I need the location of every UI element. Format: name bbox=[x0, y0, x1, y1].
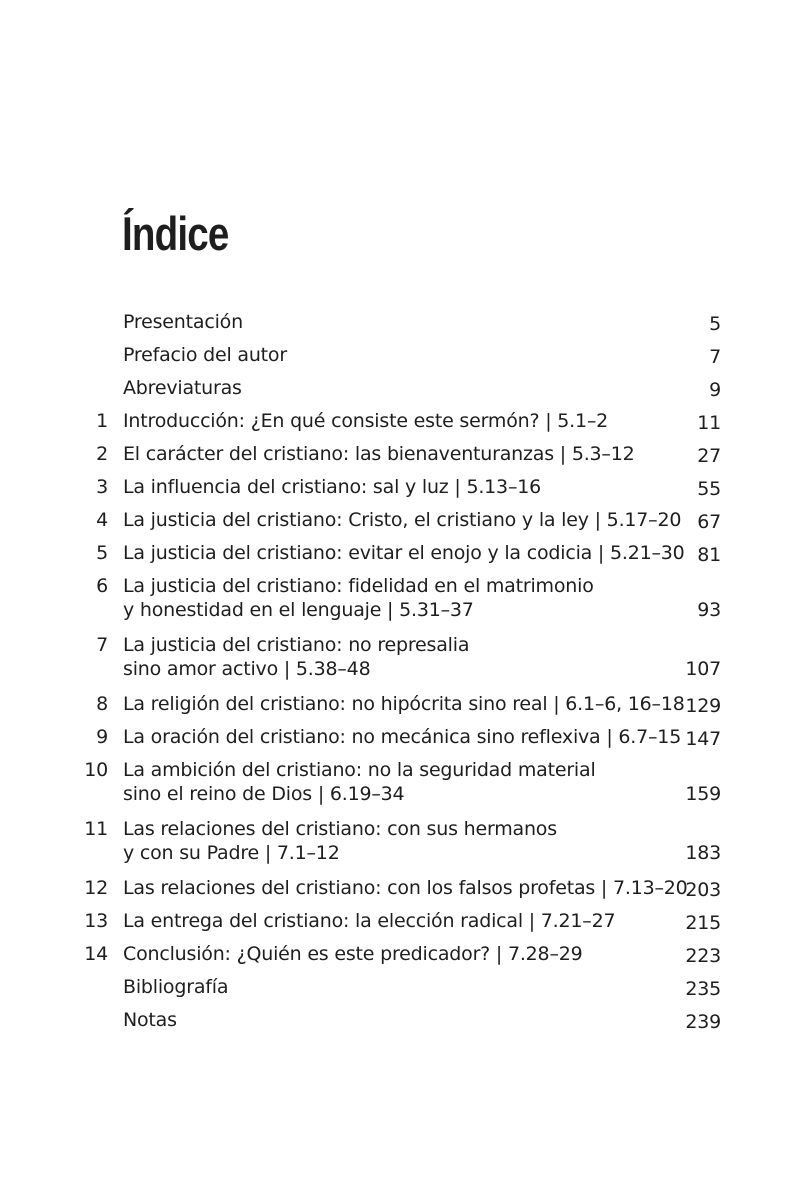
toc-chapter-number: 14 bbox=[84, 943, 108, 965]
toc-entry-title-line: Prefacio del autor bbox=[123, 344, 287, 366]
toc-chapter-number: 12 bbox=[84, 877, 108, 899]
toc-page-number: 223 bbox=[685, 945, 721, 967]
toc-chapter-number: 1 bbox=[96, 410, 108, 432]
toc-chapter-number: 2 bbox=[96, 443, 108, 465]
toc-chapter-number: 13 bbox=[84, 910, 108, 932]
toc-entry-title-line: y honestidad en el lenguaje | 5.31–37 bbox=[123, 599, 474, 621]
toc-entry[interactable] bbox=[0, 541, 800, 574]
toc-entry-title bbox=[123, 725, 683, 749]
toc-page-number: 55 bbox=[697, 478, 721, 500]
toc-chapter-number: 11 bbox=[84, 818, 108, 840]
toc-page-number: 9 bbox=[709, 379, 721, 401]
toc-chapter-number: 5 bbox=[96, 542, 108, 564]
toc-entry-title bbox=[123, 758, 683, 806]
toc-page-number: 239 bbox=[685, 1011, 721, 1033]
toc-entry-title bbox=[123, 310, 683, 334]
toc-entry-title bbox=[123, 409, 683, 433]
toc-entry[interactable] bbox=[0, 758, 800, 817]
toc-entry[interactable] bbox=[0, 817, 800, 876]
toc-entry-title-line: y con su Padre | 7.1–12 bbox=[123, 842, 340, 864]
toc-entry[interactable] bbox=[0, 876, 800, 909]
toc-entry-title-line: La justicia del cristiano: evitar el enojo y la codicia | 5.21–30 bbox=[123, 542, 685, 564]
toc-entry[interactable] bbox=[0, 343, 800, 376]
toc-entry-title-line: Las relaciones del cristiano: con los falsos profetas | 7.13–20 bbox=[123, 877, 688, 899]
toc-entry-title-line: Conclusión: ¿Quién es este predicador? | 7.28–29 bbox=[123, 943, 583, 965]
toc-chapter-number: 3 bbox=[96, 476, 108, 498]
toc-entry-title bbox=[123, 633, 683, 681]
toc-entry-title bbox=[123, 692, 683, 716]
toc-entry-title bbox=[123, 574, 683, 622]
toc-entry-title-line: La justicia del cristiano: Cristo, el cristiano y la ley | 5.17–20 bbox=[123, 509, 682, 531]
toc-entry-title bbox=[123, 876, 688, 900]
toc-entry[interactable] bbox=[0, 409, 800, 442]
toc-page-number: 81 bbox=[697, 544, 721, 566]
toc-page-number: 93 bbox=[697, 599, 721, 621]
toc-entry[interactable] bbox=[0, 633, 800, 692]
toc-entry[interactable] bbox=[0, 475, 800, 508]
toc-entry[interactable] bbox=[0, 574, 800, 633]
toc-page-number: 5 bbox=[709, 313, 721, 335]
toc-entry-title-line: Presentación bbox=[123, 311, 243, 333]
toc-entry-title-line: La justicia del cristiano: fidelidad en el matrimonio bbox=[123, 575, 594, 597]
toc-chapter-number: 10 bbox=[84, 759, 108, 781]
toc-entry-title bbox=[123, 442, 683, 466]
toc-entry[interactable] bbox=[0, 975, 800, 1008]
toc-page-number: 129 bbox=[685, 695, 721, 717]
toc-entry-title-line: Las relaciones del cristiano: con sus hermanos bbox=[123, 818, 557, 840]
toc-entry[interactable] bbox=[0, 442, 800, 475]
toc-entry[interactable] bbox=[0, 909, 800, 942]
toc-page-number: 7 bbox=[709, 346, 721, 368]
toc-entry[interactable] bbox=[0, 1008, 800, 1041]
toc-entry[interactable] bbox=[0, 725, 800, 758]
toc-chapter-number: 8 bbox=[96, 693, 108, 715]
toc-entry-title-line: Notas bbox=[123, 1009, 177, 1031]
toc-entry-title bbox=[123, 975, 683, 999]
toc-chapter-number: 9 bbox=[96, 726, 108, 748]
toc-page-number: 27 bbox=[697, 445, 721, 467]
toc-page-number: 235 bbox=[685, 978, 721, 1000]
toc-entry-title-line: Introducción: ¿En qué consiste este sermón? | 5.1–2 bbox=[123, 410, 609, 432]
toc-page-number: 67 bbox=[697, 511, 721, 533]
toc-entry-title-line: El carácter del cristiano: las bienaventuranzas | 5.3–12 bbox=[123, 443, 635, 465]
toc-entry-title-line: Abreviaturas bbox=[123, 377, 242, 399]
toc-entry-title bbox=[123, 475, 683, 499]
toc-entry-title-line: sino amor activo | 5.38–48 bbox=[123, 658, 371, 680]
toc-entry-title-line: La ambición del cristiano: no la seguridad material bbox=[123, 759, 596, 781]
toc-page-number: 107 bbox=[685, 658, 721, 680]
toc-entry-title-line: La oración del cristiano: no mecánica sino reflexiva | 6.7–15 bbox=[123, 726, 682, 748]
toc-entry[interactable] bbox=[0, 942, 800, 975]
toc-entry-title bbox=[123, 376, 683, 400]
toc-entry-title bbox=[123, 909, 683, 933]
toc-entry-title-line: La influencia del cristiano: sal y luz | 5.13–16 bbox=[123, 476, 542, 498]
toc-chapter-number: 4 bbox=[96, 509, 108, 531]
toc-entry-title-line: Bibliografía bbox=[123, 976, 229, 998]
toc-page-number: 183 bbox=[685, 842, 721, 864]
toc-page-number: 11 bbox=[697, 412, 721, 434]
toc-entry-title bbox=[123, 541, 683, 565]
toc-entry[interactable] bbox=[0, 376, 800, 409]
toc-chapter-number: 7 bbox=[96, 634, 108, 656]
toc-entry-title bbox=[123, 1008, 683, 1032]
page-title: Índice bbox=[122, 207, 229, 260]
toc-entry-title-line: La religión del cristiano: no hipócrita sino real | 6.1–6, 16–18 bbox=[123, 693, 685, 715]
toc-entry-title bbox=[123, 343, 683, 367]
toc-entry-title-line: La justicia del cristiano: no represalia bbox=[123, 634, 470, 656]
toc-entry-title-line: sino el reino de Dios | 6.19–34 bbox=[123, 783, 405, 805]
toc-entry[interactable] bbox=[0, 310, 800, 343]
toc-entry-title bbox=[123, 508, 683, 532]
toc-entry-title bbox=[123, 942, 683, 966]
toc-entry[interactable] bbox=[0, 692, 800, 725]
toc-chapter-number: 6 bbox=[96, 575, 108, 597]
toc-page-number: 147 bbox=[685, 728, 721, 750]
table-of-contents bbox=[0, 310, 800, 1041]
toc-entry[interactable] bbox=[0, 508, 800, 541]
toc-entry-title bbox=[123, 817, 683, 865]
toc-page-number: 203 bbox=[685, 879, 721, 901]
toc-page-number: 159 bbox=[685, 783, 721, 805]
toc-page-number: 215 bbox=[685, 912, 721, 934]
toc-entry-title-line: La entrega del cristiano: la elección radical | 7.21–27 bbox=[123, 910, 616, 932]
